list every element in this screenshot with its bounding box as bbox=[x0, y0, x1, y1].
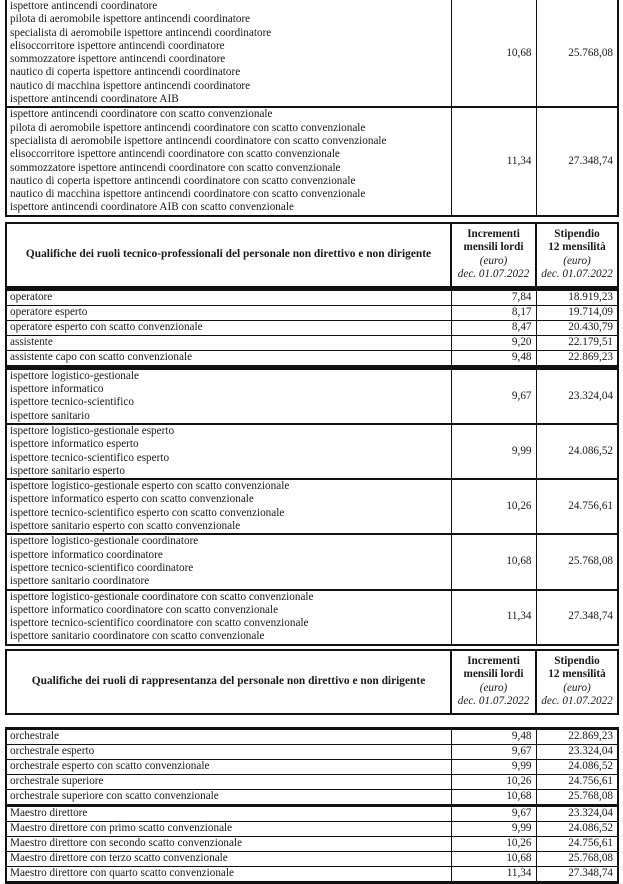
header-date: dec. 01.07.2022 bbox=[541, 695, 613, 708]
role-label: ispettore logistico-gestionale coordinatore bbox=[10, 535, 199, 548]
role-label: orchestrale superiore con scatto convenzionale bbox=[6, 789, 451, 805]
role-label: orchestrale esperto bbox=[6, 744, 451, 759]
table-row bbox=[6, 424, 618, 479]
header-line: mensili lordi bbox=[463, 241, 524, 254]
role-label: ispettore tecnico-scientifico esperto con scatto convenzionale bbox=[10, 506, 285, 519]
role-label: specialista di aeromobile ispettore antincendi coordinatore con scatto convenzionale bbox=[10, 134, 387, 147]
role-label: ispettore logistico-gestionale esperto bbox=[10, 424, 175, 437]
salary-value: 27.348,74 bbox=[536, 107, 618, 215]
role-label: ispettore logistico-gestionale bbox=[10, 369, 139, 382]
role-label: ispettore antincendi coordinatore AIB con scatto convenzionale bbox=[10, 201, 294, 214]
column-header-increment bbox=[451, 223, 536, 287]
header-unit: (euro) bbox=[479, 681, 508, 694]
role-label: Maestro direttore con primo scatto convenzionale bbox=[6, 821, 451, 836]
role-list bbox=[6, 107, 451, 215]
salary-value: 22.869,23 bbox=[536, 728, 618, 744]
increment-value: 9,99 bbox=[451, 759, 536, 774]
role-label: nautico di macchina ispettore antincendi coordinatore con scatto convenzionale bbox=[10, 188, 366, 201]
role-label: assistente bbox=[6, 335, 451, 350]
role-list bbox=[6, 0, 451, 107]
role-label: orchestrale esperto con scatto convenzionale bbox=[6, 759, 451, 774]
salary-document bbox=[5, 0, 617, 884]
role-list bbox=[6, 369, 451, 424]
role-label: Maestro direttore con secondo scatto convenzionale bbox=[6, 836, 451, 851]
salary-value: 24.086,52 bbox=[536, 821, 618, 836]
role-label: nautico di coperta ispettore antincendi coordinatore bbox=[10, 66, 241, 79]
increment-value: 11,34 bbox=[451, 590, 536, 645]
role-label: operatore esperto bbox=[6, 305, 451, 320]
column-header-salary bbox=[536, 650, 618, 714]
salary-value: 23.324,04 bbox=[536, 369, 618, 424]
role-label: sommozzatore ispettore antincendi coordinatore bbox=[10, 53, 226, 66]
table-row bbox=[6, 350, 618, 366]
role-label: ispettore informatico coordinatore con scatto convenzionale bbox=[10, 603, 279, 616]
increment-value: 11,34 bbox=[451, 107, 536, 215]
role-label: ispettore tecnico-scientifico coordinatore bbox=[10, 561, 194, 574]
increment-value: 10,26 bbox=[451, 836, 536, 851]
salary-value: 25.768,08 bbox=[536, 534, 618, 589]
role-label: pilota di aeromobile ispettore antincendi coordinatore con scatto convenzionale bbox=[10, 121, 366, 134]
role-label: specialista di aeromobile ispettore antincendi coordinatore bbox=[10, 26, 272, 39]
table-row bbox=[6, 851, 618, 866]
header-line: Stipendio bbox=[554, 227, 600, 240]
increment-value: 7,84 bbox=[451, 289, 536, 305]
increment-value: 10,26 bbox=[451, 479, 536, 534]
salary-value: 18.919,23 bbox=[536, 289, 618, 305]
role-label: ispettore informatico esperto bbox=[10, 438, 139, 451]
salary-value: 24.086,52 bbox=[536, 424, 618, 479]
table-tecnico-groups bbox=[5, 368, 619, 646]
increment-value: 9,99 bbox=[451, 424, 536, 479]
header-tecnico bbox=[5, 222, 619, 288]
increment-value: 9,48 bbox=[451, 350, 536, 366]
header-date: dec. 01.07.2022 bbox=[541, 268, 613, 281]
increment-value: 9,67 bbox=[451, 805, 536, 821]
increment-value: 8,47 bbox=[451, 320, 536, 335]
role-label: ispettore antincendi coordinatore con scatto convenzionale bbox=[10, 108, 273, 121]
increment-value: 9,99 bbox=[451, 821, 536, 836]
role-label: Maestro direttore bbox=[6, 805, 451, 821]
role-label: operatore bbox=[6, 289, 451, 305]
table-row bbox=[6, 805, 618, 821]
table-antincendi bbox=[5, 0, 619, 217]
table-row bbox=[6, 305, 618, 320]
role-label: ispettore tecnico-scientifico esperto bbox=[10, 451, 170, 464]
header-line: Incrementi bbox=[467, 227, 520, 240]
salary-value: 25.768,08 bbox=[536, 851, 618, 866]
role-list bbox=[6, 534, 451, 589]
column-header-salary bbox=[536, 223, 618, 287]
role-label: ispettore sanitario coordinatore con scatto convenzionale bbox=[10, 630, 265, 643]
salary-value: 22.179,51 bbox=[536, 335, 618, 350]
role-label: ispettore sanitario esperto con scatto convenzionale bbox=[10, 520, 241, 533]
header-line: 12 mensilità bbox=[548, 668, 606, 681]
role-list bbox=[6, 479, 451, 534]
role-list bbox=[6, 590, 451, 645]
salary-value: 19.714,09 bbox=[536, 305, 618, 320]
table-row bbox=[6, 0, 618, 107]
table-row bbox=[6, 728, 618, 744]
increment-value: 9,20 bbox=[451, 335, 536, 350]
header-rappresentanza bbox=[5, 649, 619, 715]
table-row bbox=[6, 369, 618, 424]
role-label: operatore esperto con scatto convenzionale bbox=[6, 320, 451, 335]
salary-value: 23.324,04 bbox=[536, 805, 618, 821]
role-label: pilota di aeromobile ispettore antincendi coordinatore bbox=[10, 13, 251, 26]
table-row bbox=[6, 789, 618, 805]
column-header-increment bbox=[451, 650, 536, 714]
salary-value: 27.348,74 bbox=[536, 866, 618, 882]
role-label: ispettore logistico-gestionale coordinatore con scatto convenzionale bbox=[10, 590, 314, 603]
role-label: ispettore antincendi coordinatore AIB bbox=[10, 93, 179, 106]
salary-value: 25.768,08 bbox=[536, 0, 618, 107]
section-title: Qualifiche dei ruoli tecnico-professionali del personale non direttivo e non dirigente bbox=[6, 223, 451, 287]
header-date: dec. 01.07.2022 bbox=[457, 268, 530, 281]
increment-value: 10,26 bbox=[451, 774, 536, 789]
table-row bbox=[6, 479, 618, 534]
role-list bbox=[6, 424, 451, 479]
role-label: ispettore sanitario coordinatore bbox=[10, 575, 150, 588]
role-label: ispettore sanitario bbox=[10, 409, 90, 422]
role-label: assistente capo con scatto convenzionale bbox=[6, 350, 451, 366]
increment-value: 9,48 bbox=[451, 728, 536, 744]
role-label: sommozzatore ispettore antincendi coordinatore con scatto convenzionale bbox=[10, 161, 341, 174]
salary-value: 20.430,79 bbox=[536, 320, 618, 335]
role-label: orchestrale superiore bbox=[6, 774, 451, 789]
role-label: elisoccorritore ispettore antincendi coordinatore con scatto convenzionale bbox=[10, 148, 340, 161]
role-label: ispettore informatico bbox=[10, 383, 104, 396]
header-unit: (euro) bbox=[563, 681, 591, 694]
increment-value: 10,68 bbox=[451, 851, 536, 866]
table-rappresentanza bbox=[5, 727, 619, 884]
role-label: ispettore antincendi coordinatore bbox=[10, 0, 158, 12]
salary-value: 24.756,61 bbox=[536, 479, 618, 534]
role-label: orchestrale bbox=[6, 728, 451, 744]
salary-value: 24.086,52 bbox=[536, 759, 618, 774]
table-row bbox=[6, 836, 618, 851]
table-row bbox=[6, 821, 618, 836]
table-row bbox=[6, 744, 618, 759]
table-row bbox=[6, 759, 618, 774]
salary-value: 24.756,61 bbox=[536, 836, 618, 851]
section-title: Qualifiche dei ruoli di rappresentanza del personale non direttivo e non dirigente bbox=[6, 650, 451, 714]
increment-value: 9,67 bbox=[451, 369, 536, 424]
role-label: elisoccorritore ispettore antincendi coordinatore bbox=[10, 39, 225, 52]
role-label: ispettore logistico-gestionale esperto con scatto convenzionale bbox=[10, 480, 290, 493]
salary-value: 25.768,08 bbox=[536, 789, 618, 805]
role-label: Maestro direttore con quarto scatto convenzionale bbox=[6, 866, 451, 882]
salary-value: 22.869,23 bbox=[536, 350, 618, 366]
increment-value: 10,68 bbox=[451, 0, 536, 107]
increment-value: 10,68 bbox=[451, 789, 536, 805]
role-label: nautico di coperta ispettore antincendi coordinatore con scatto convenzionale bbox=[10, 174, 356, 187]
table-row bbox=[6, 774, 618, 789]
salary-value: 23.324,04 bbox=[536, 744, 618, 759]
increment-value: 10,68 bbox=[451, 534, 536, 589]
header-unit: (euro) bbox=[479, 254, 508, 267]
table-row bbox=[6, 107, 618, 215]
header-unit: (euro) bbox=[563, 254, 591, 267]
increment-value: 9,67 bbox=[451, 744, 536, 759]
increment-value: 11,34 bbox=[451, 866, 536, 882]
table-row bbox=[6, 534, 618, 589]
role-label: ispettore sanitario esperto bbox=[10, 464, 125, 477]
table-row bbox=[6, 320, 618, 335]
role-label: nautico di macchina ispettore antincendi coordinatore bbox=[10, 79, 251, 92]
table-row bbox=[6, 866, 618, 882]
header-line: 12 mensilità bbox=[548, 241, 606, 254]
role-label: ispettore tecnico-scientifico coordinatore con scatto convenzionale bbox=[10, 617, 309, 630]
role-label: ispettore informatico coordinatore bbox=[10, 548, 163, 561]
header-line: Incrementi bbox=[467, 654, 520, 667]
role-label: ispettore informatico esperto con scatto convenzionale bbox=[10, 493, 254, 506]
salary-value: 24.756,61 bbox=[536, 774, 618, 789]
salary-value: 27.348,74 bbox=[536, 590, 618, 645]
increment-value: 8,17 bbox=[451, 305, 536, 320]
role-label: ispettore tecnico-scientifico bbox=[10, 396, 134, 409]
table-row bbox=[6, 590, 618, 645]
table-row bbox=[6, 335, 618, 350]
table-tecnico-simple bbox=[5, 288, 619, 368]
header-date: dec. 01.07.2022 bbox=[457, 695, 530, 708]
role-label: Maestro direttore con terzo scatto convenzionale bbox=[6, 851, 451, 866]
header-line: Stipendio bbox=[554, 654, 600, 667]
table-row bbox=[6, 289, 618, 305]
header-line: mensili lordi bbox=[463, 668, 524, 681]
